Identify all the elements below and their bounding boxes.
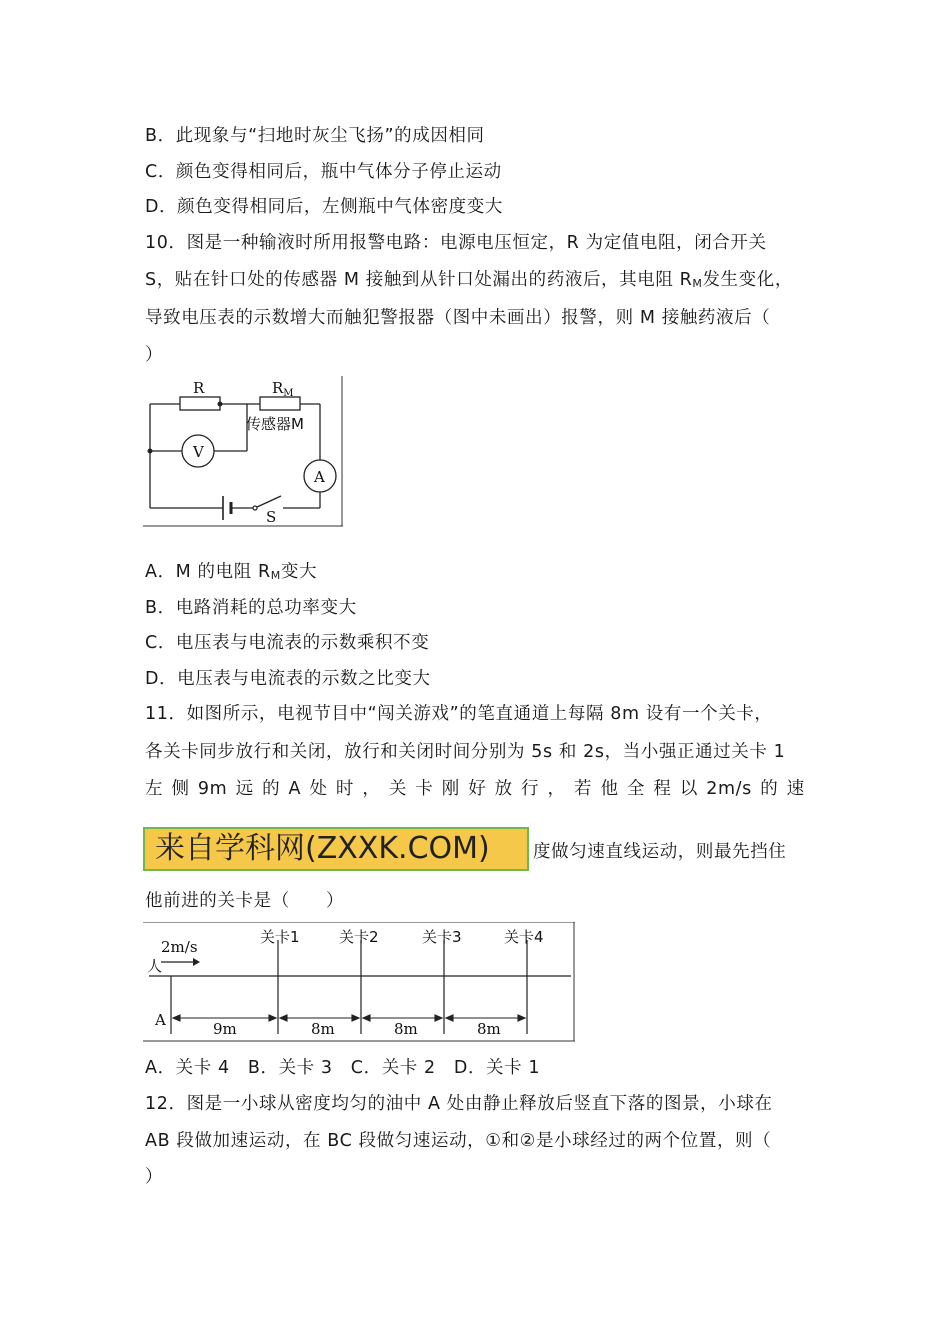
q10-stem-line1: 10．图是一种输液时所用报警电路：电源电压恒定，R 为定值电阻，闭合开关	[145, 233, 767, 253]
q12-stem-line1: 12．图是一小球从密度均匀的油中 A 处由静止释放后竖直下落的图景，小球在	[145, 1094, 773, 1114]
q10-option-a-sub: M	[270, 569, 281, 582]
q11-line3-word: 以	[679, 779, 698, 799]
watermark-banner: 来自学科网(ZXXK.COM)	[143, 827, 529, 871]
label-sensor: 传感器M	[246, 415, 304, 433]
resistor-r	[180, 397, 220, 410]
q11-line3-word: 速	[786, 779, 805, 799]
speed-label: 2m/s	[161, 938, 198, 956]
switch-s	[257, 496, 281, 507]
q9-option-c: C．颜色变得相同后，瓶中气体分子停止运动	[145, 162, 502, 182]
q11-line3-word: 若	[574, 779, 593, 799]
label-a: A	[314, 468, 325, 486]
q11-line3-word: 2m/s	[706, 779, 752, 799]
q11-line3-word: 处	[309, 779, 328, 799]
q11-gate-diagram	[143, 922, 579, 1044]
q11-stem-line4: 度做匀速直线运动，则最先挡住	[533, 842, 787, 862]
gate-4-label: 关卡4	[504, 928, 544, 946]
q12-stem-line3: ）	[145, 1167, 164, 1187]
q11-options: A．关卡 4 B．关卡 3 C．关卡 2 D．关卡 1	[145, 1058, 541, 1078]
q9-option-b: B．此现象与“扫地时灰尘飞扬”的成因相同	[145, 126, 485, 146]
label-rm: $R_M$	[272, 379, 294, 399]
distance-1-label: 9m	[213, 1020, 237, 1038]
q10-option-c: C．电压表与电流表的示数乘积不变	[145, 633, 430, 653]
q11-line3-word: 时	[335, 779, 355, 799]
q11-line3-word: 放	[494, 779, 513, 799]
gate-2-label: 关卡2	[339, 928, 379, 946]
q10-stem-line4: ）	[145, 345, 164, 365]
q11-line3-word: 他	[600, 779, 619, 799]
q11-line3-word: 关	[388, 779, 407, 799]
q11-line3-word: 的	[760, 779, 779, 799]
q11-stem-line1: 11．如图所示，电视节目中“闯关游戏”的笔直通道上每隔 8m 设有一个关卡，	[145, 704, 773, 724]
q11-line3-word: 刚	[441, 779, 460, 799]
distance-2-label: 8m	[311, 1020, 335, 1038]
q11-line3-word: 侧	[171, 779, 190, 799]
q11-line3-word: 卡	[415, 779, 434, 799]
q11-line3-word: 左	[145, 779, 164, 799]
q11-line3-word: 行	[521, 779, 540, 799]
label-r: R	[193, 379, 205, 397]
q12-stem-line2: AB 段做加速运动，在 BC 段做匀速运动，①和②是小球经过的两个位置，则（	[145, 1131, 772, 1151]
q10-option-a	[145, 560, 317, 588]
q11-line3-word: 远	[235, 779, 254, 799]
q10-stem-line2	[145, 268, 793, 296]
q10-stem-line3: 导致电压表的示数增大而触犯警报器（图中未画出）报警，则 M 接触药液后（	[145, 308, 771, 328]
q10-stem-line2-sub: M	[692, 277, 703, 290]
q11-stem-line5: 他前进的关卡是（ ）	[145, 891, 345, 911]
q11-line3-word: 好	[468, 779, 487, 799]
gate-1-label: 关卡1	[260, 928, 300, 946]
q10-option-a-pre: A．M 的电阻 R	[145, 562, 271, 582]
distance-3-label: 8m	[394, 1020, 418, 1038]
label-v: V	[193, 443, 204, 461]
distance-4-label: 8m	[477, 1020, 501, 1038]
q11-stem-line2: 各关卡同步放行和关闭，放行和关闭时间分别为 5s 和 2s，当小强正通过关卡 1	[145, 742, 786, 762]
person-label: 人	[147, 957, 163, 975]
q11-line3-word: 程	[653, 779, 672, 799]
q11-line3-word: 9m	[197, 779, 228, 799]
q10-circuit-diagram	[143, 376, 345, 528]
q10-option-a-post: 变大	[280, 562, 318, 582]
q10-option-b: B．电路消耗的总功率变大	[145, 598, 357, 618]
resistor-rm	[260, 397, 300, 410]
q10-stem-line2-post: 发生变化，	[702, 270, 793, 290]
point-a-label: A	[155, 1011, 166, 1029]
q11-line3-word: ，	[362, 779, 381, 799]
q11-line3-word: 的	[262, 779, 281, 799]
gate-3-label: 关卡3	[422, 928, 462, 946]
q10-stem-line2-pre: S，贴在针口处的传感器 M 接触到从针口处漏出的药液后，其电阻 R	[145, 270, 693, 290]
q10-option-d: D．电压表与电流表的示数之比变大	[145, 669, 431, 689]
q11-line3-word: ，	[547, 779, 566, 799]
q11-line3-word: A	[288, 779, 302, 799]
q9-option-d: D．颜色变得相同后，左侧瓶中气体密度变大	[145, 197, 503, 217]
q11-stem-line3	[145, 777, 805, 801]
label-s: S	[266, 508, 277, 526]
q11-line3-word: 全	[626, 779, 646, 799]
